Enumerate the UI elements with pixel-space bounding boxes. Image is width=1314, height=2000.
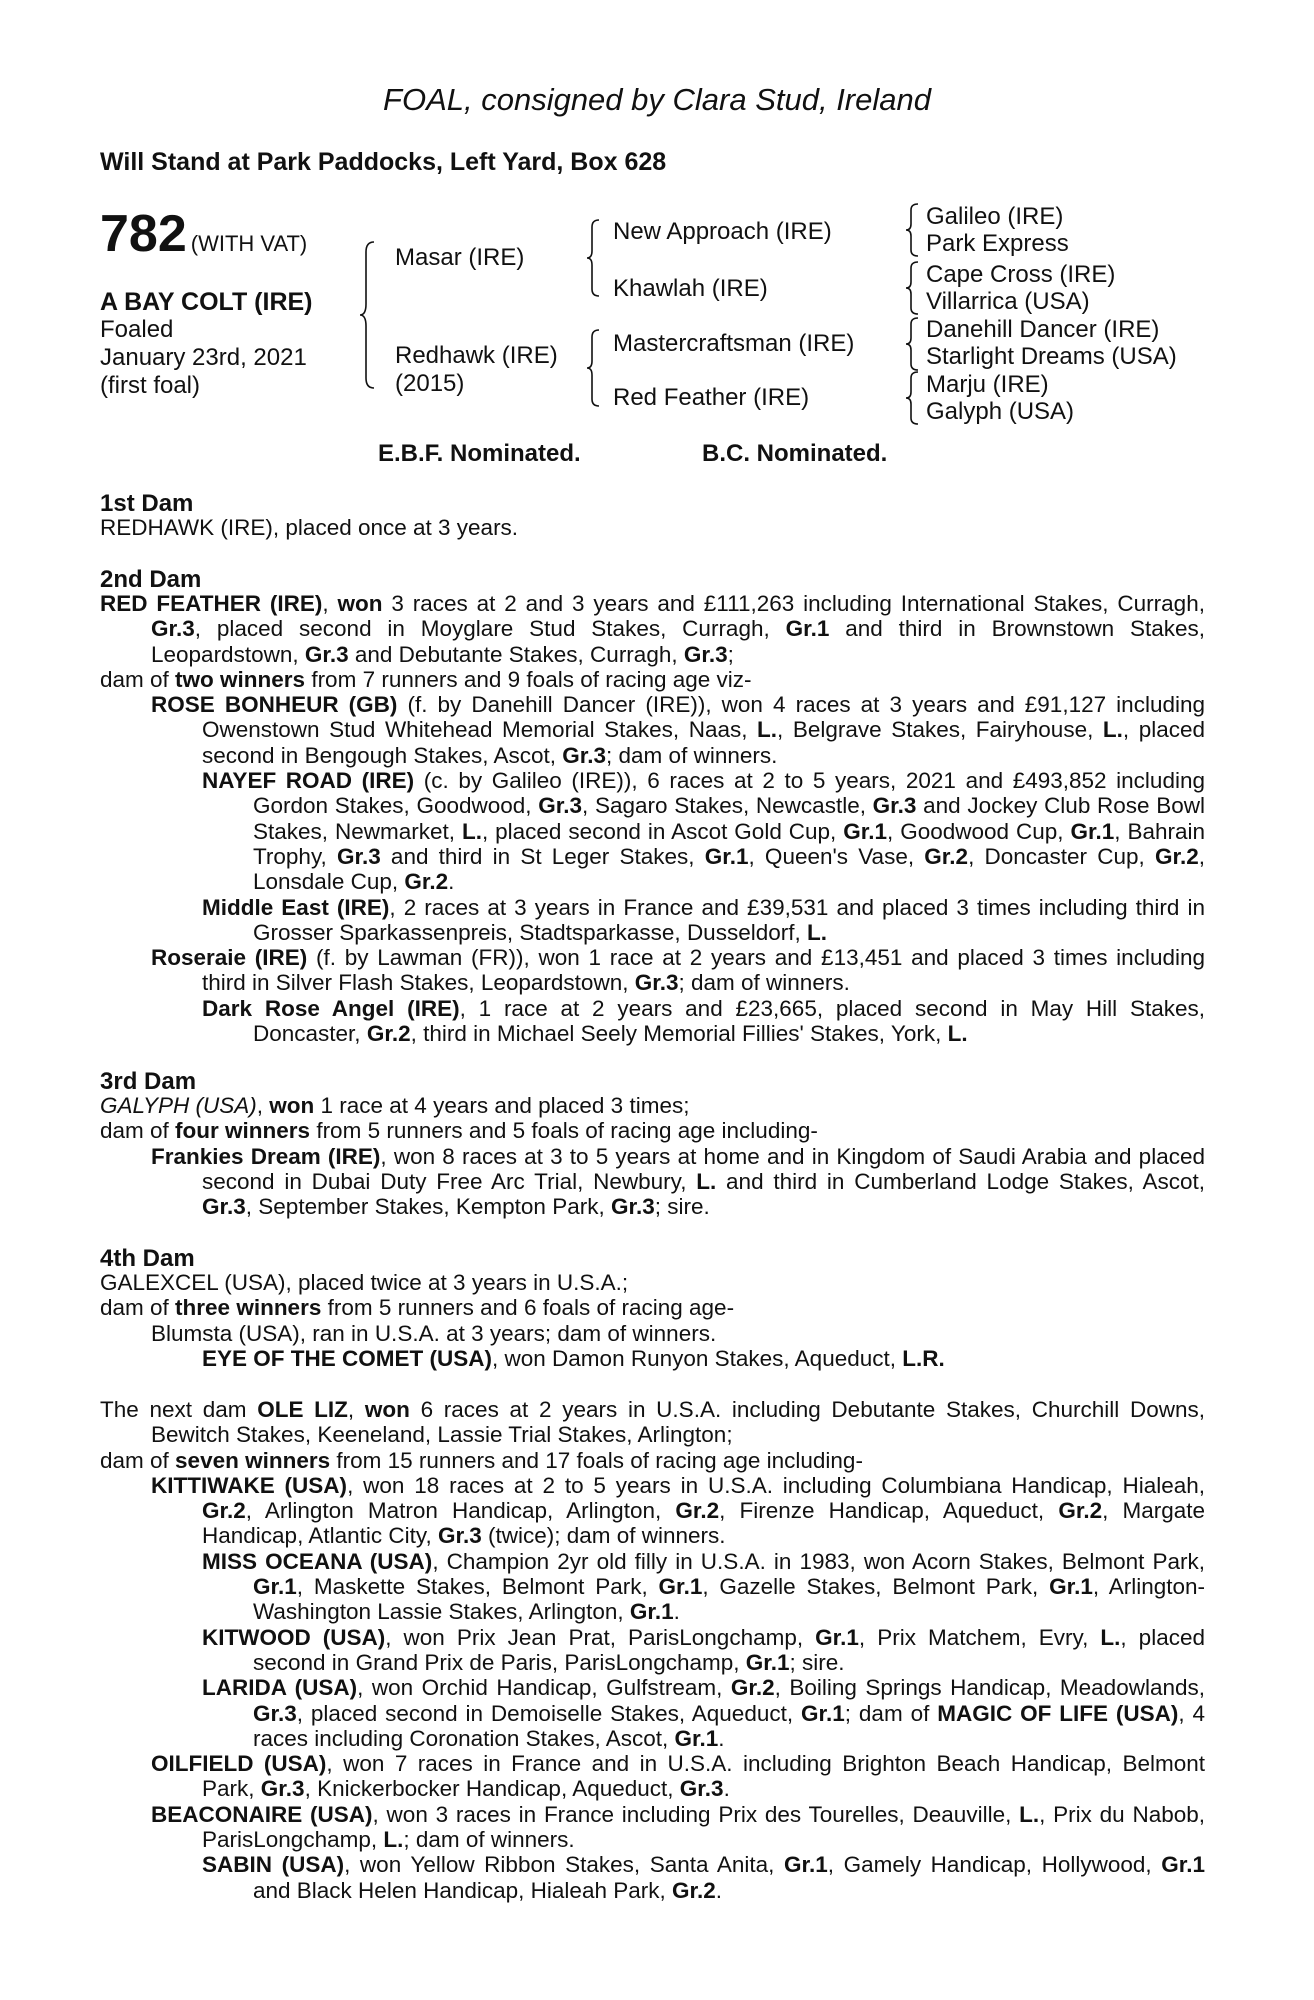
ebf-nomination: E.B.F. Nominated. (378, 440, 581, 467)
ped-sds: Cape Cross (IRE) (926, 261, 1116, 288)
ped-sdd: Villarrica (USA) (926, 288, 1090, 315)
foal-note: (first foal) (100, 372, 201, 399)
galexcel-produce: dam of three winners from 5 runners and 6 foals of racing age- (100, 1295, 735, 1321)
pedigree-brace-main (358, 240, 378, 390)
middle-east-entry: Middle East (IRE), 2 races at 3 years in France and £39,531 and placed 3 times including third in Grosser Sparkassenpreis, Stadtsparkasse, Dusseldorf, L. (202, 894, 1205, 945)
sabin-entry: SABIN (USA), won Yellow Ribbon Stakes, Santa Anita, Gr.1, Gamely Handicap, Hollywood, Gr.1 and Black Helen Handicap, Hialeah Park, Gr.2. (202, 1852, 1205, 1903)
fourth-dam-heading: 4th Dam (100, 1245, 195, 1272)
galyph-produce: dam of four winners from 5 runners and 5 foals of racing age including- (100, 1118, 818, 1144)
dark-rose-angel-entry: Dark Rose Angel (IRE), 1 race at 2 years and £23,665, placed second in May Hill Stakes, Doncaster, Gr.2, third in Michael Seely Memorial Fillies' Stakes, York, L. (202, 995, 1205, 1047)
dam-dam-name: Red Feather (IRE) (613, 384, 810, 411)
red-feather-produce: dam of two winners from 7 runners and 9 foals of racing age viz- (100, 666, 752, 692)
bc-nomination: B.C. Nominated. (702, 440, 888, 467)
lot-heading (100, 204, 307, 264)
pedigree-brace-dam (585, 328, 603, 408)
pedigree-brace-ds (904, 316, 922, 372)
frankies-dream-entry: Frankies Dream (IRE), won 8 races at 3 to 5 years at home and in Kingdom of Saudi Arabia and placed second in Dubai Duty Free Arc Trial, Newbury, L. and third in Cumberland Lodge Stakes, Ascot, Gr.3, September Stakes, Kempton Park, Gr.3; sire. (151, 1143, 1205, 1220)
pedigree-brace-sd (904, 260, 922, 316)
kitwood-entry: KITWOOD (USA), won Prix Jean Prat, ParisLongchamp, Gr.1, Prix Matchem, Evry, L., placed second in Grand Prix de Paris, ParisLongchamp, Gr.1; sire. (202, 1624, 1205, 1675)
next-dam-text (100, 1397, 1205, 1903)
ole-liz-entry: The next dam OLE LIZ, won 6 races at 2 years in U.S.A. including Debutante Stakes, Churchill Downs, Bewitch Stakes, Keeneland, Lassie Trial Stakes, Arlington; (100, 1397, 1205, 1448)
nayef-road-entry: NAYEF ROAD (IRE) (c. by Galileo (IRE)), 6 races at 2 to 5 years, 2021 and £493,852 including Gordon Stakes, Goodwood, Gr.3, Sagaro Stakes, Newcastle, Gr.3 and Jockey Club Rose Bowl Stakes, Newmarket, L., placed second in Ascot Gold Cup, Gr.1, Goodwood Cup, Gr.1, Bahrain Trophy, Gr.3 and third in St Leger Stakes, Gr.1, Queen's Vase, Gr.2, Doncaster Cup, Gr.2, Lonsdale Cup, Gr.2. (202, 768, 1206, 895)
sire-sire-name: New Approach (IRE) (613, 218, 832, 245)
foaled-label: Foaled (100, 316, 174, 343)
first-dam-text (100, 515, 1205, 540)
red-feather-entry: RED FEATHER (IRE), won 3 races at 2 and 3 years and £111,263 including International Stakes, Curragh, Gr.3, placed second in Moyglare Stud Stakes, Curragh, Gr.1 and third in Brownstown Stakes, Leopardstown, Gr.3 and Debutante Stakes, Curragh, Gr.3; (100, 591, 1206, 667)
roseraie-entry: Roseraie (IRE) (f. by Lawman (FR)), won 1 race at 2 years and £13,451 and placed 3 times including third in Silver Flash Stakes, Leopardstown, Gr.3; dam of winners. (151, 945, 1205, 996)
second-dam-heading: 2nd Dam (100, 566, 202, 593)
dam-year: (2015) (395, 370, 465, 397)
rose-bonheur-entry: ROSE BONHEUR (GB) (f. by Danehill Dancer (IRE)), won 4 races at 3 years and £91,127 including Owenstown Stud Whitehead Memorial Stakes, Naas, L., Belgrave Stakes, Fairyhouse, L., placed second in Bengough Stakes, Ascot, Gr.3; dam of winners. (151, 692, 1205, 768)
third-dam-heading: 3rd Dam (100, 1068, 197, 1095)
foaled-date: January 23rd, 2021 (100, 344, 307, 371)
sire-name: Masar (IRE) (395, 244, 525, 271)
oilfield-entry: OILFIELD (USA), won 7 races in France and in U.S.A. including Brighton Beach Handicap, Belmont Park, Gr.3, Knickerbocker Handicap, Aqueduct, Gr.3. (151, 1751, 1205, 1802)
first-dam-line: REDHAWK (IRE), placed once at 3 years. (100, 515, 519, 540)
first-dam-heading: 1st Dam (100, 490, 194, 517)
miss-oceana-entry: MISS OCEANA (USA), Champion 2yr old filly in U.S.A. in 1983, won Acorn Stakes, Belmont Park, Gr.1, Maskette Stakes, Belmont Park, Gr.1, Gazelle Stakes, Belmont Park, Gr.1, Arlington-Washington Lassie Stakes, Arlington, Gr.1. (202, 1548, 1206, 1625)
galexcel-entry: GALEXCEL (USA), placed twice at 3 years in U.S.A.; (100, 1270, 629, 1295)
ole-liz-produce: dam of seven winners from 15 runners and 17 foals of racing age including- (100, 1447, 863, 1473)
ped-dsd: Starlight Dreams (USA) (926, 343, 1177, 370)
pedigree-brace-sire (585, 218, 603, 298)
blumsta-entry: Blumsta (USA), ran in U.S.A. at 3 years; dam of winners. (151, 1320, 717, 1346)
third-dam-text (100, 1093, 1205, 1219)
sire-dam-name: Khawlah (IRE) (613, 275, 768, 302)
vat-label: (WITH VAT) (190, 231, 308, 256)
dam-name: Redhawk (IRE) (395, 342, 558, 369)
foal-details (100, 316, 307, 400)
ped-ddd: Galyph (USA) (926, 398, 1075, 425)
ped-sss: Galileo (IRE) (926, 203, 1064, 230)
second-dam-text (100, 591, 1205, 1046)
fourth-dam-text (100, 1270, 1205, 1371)
larida-entry: LARIDA (USA), won Orchid Handicap, Gulfstream, Gr.2, Boiling Springs Handicap, Meadowlands, Gr.3, placed second in Demoiselle Stakes, Aqueduct, Gr.1; dam of MAGIC OF LIFE (USA), 4 races including Coronation Stakes, Ascot, Gr.1. (202, 1675, 1205, 1751)
dam-sire-name: Mastercraftsman (IRE) (613, 330, 855, 357)
pedigree-brace-dd (904, 370, 922, 426)
horse-title: A BAY COLT (IRE) (100, 288, 313, 316)
pedigree-brace-ss (904, 202, 922, 258)
ped-ssd: Park Express (926, 230, 1069, 257)
eye-of-the-comet-entry: EYE OF THE COMET (USA), won Damon Runyon Stakes, Aqueduct, L.R. (202, 1345, 945, 1371)
lot-number: 782 (100, 205, 187, 263)
consignment-line: FOAL, consigned by Clara Stud, Ireland (383, 82, 931, 117)
ped-dds: Marju (IRE) (926, 371, 1049, 398)
kittiwake-entry: KITTIWAKE (USA), won 18 races at 2 to 5 years in U.S.A. including Columbiana Handicap, Hialeah, Gr.2, Arlington Matron Handicap, Arlington, Gr.2, Firenze Handicap, Aqueduct, Gr.2, Margate Handicap, Atlantic City, Gr.3 (twice); dam of winners. (151, 1472, 1206, 1549)
beaconaire-entry: BEACONAIRE (USA), won 3 races in France including Prix des Tourelles, Deauville, L., Prix du Nabob, ParisLongchamp, L.; dam of winners. (151, 1801, 1205, 1853)
ped-dss: Danehill Dancer (IRE) (926, 316, 1160, 343)
galyph-entry: GALYPH (USA), won 1 race at 4 years and placed 3 times; (100, 1093, 690, 1118)
stand-location: Will Stand at Park Paddocks, Left Yard, Box 628 (100, 148, 667, 176)
